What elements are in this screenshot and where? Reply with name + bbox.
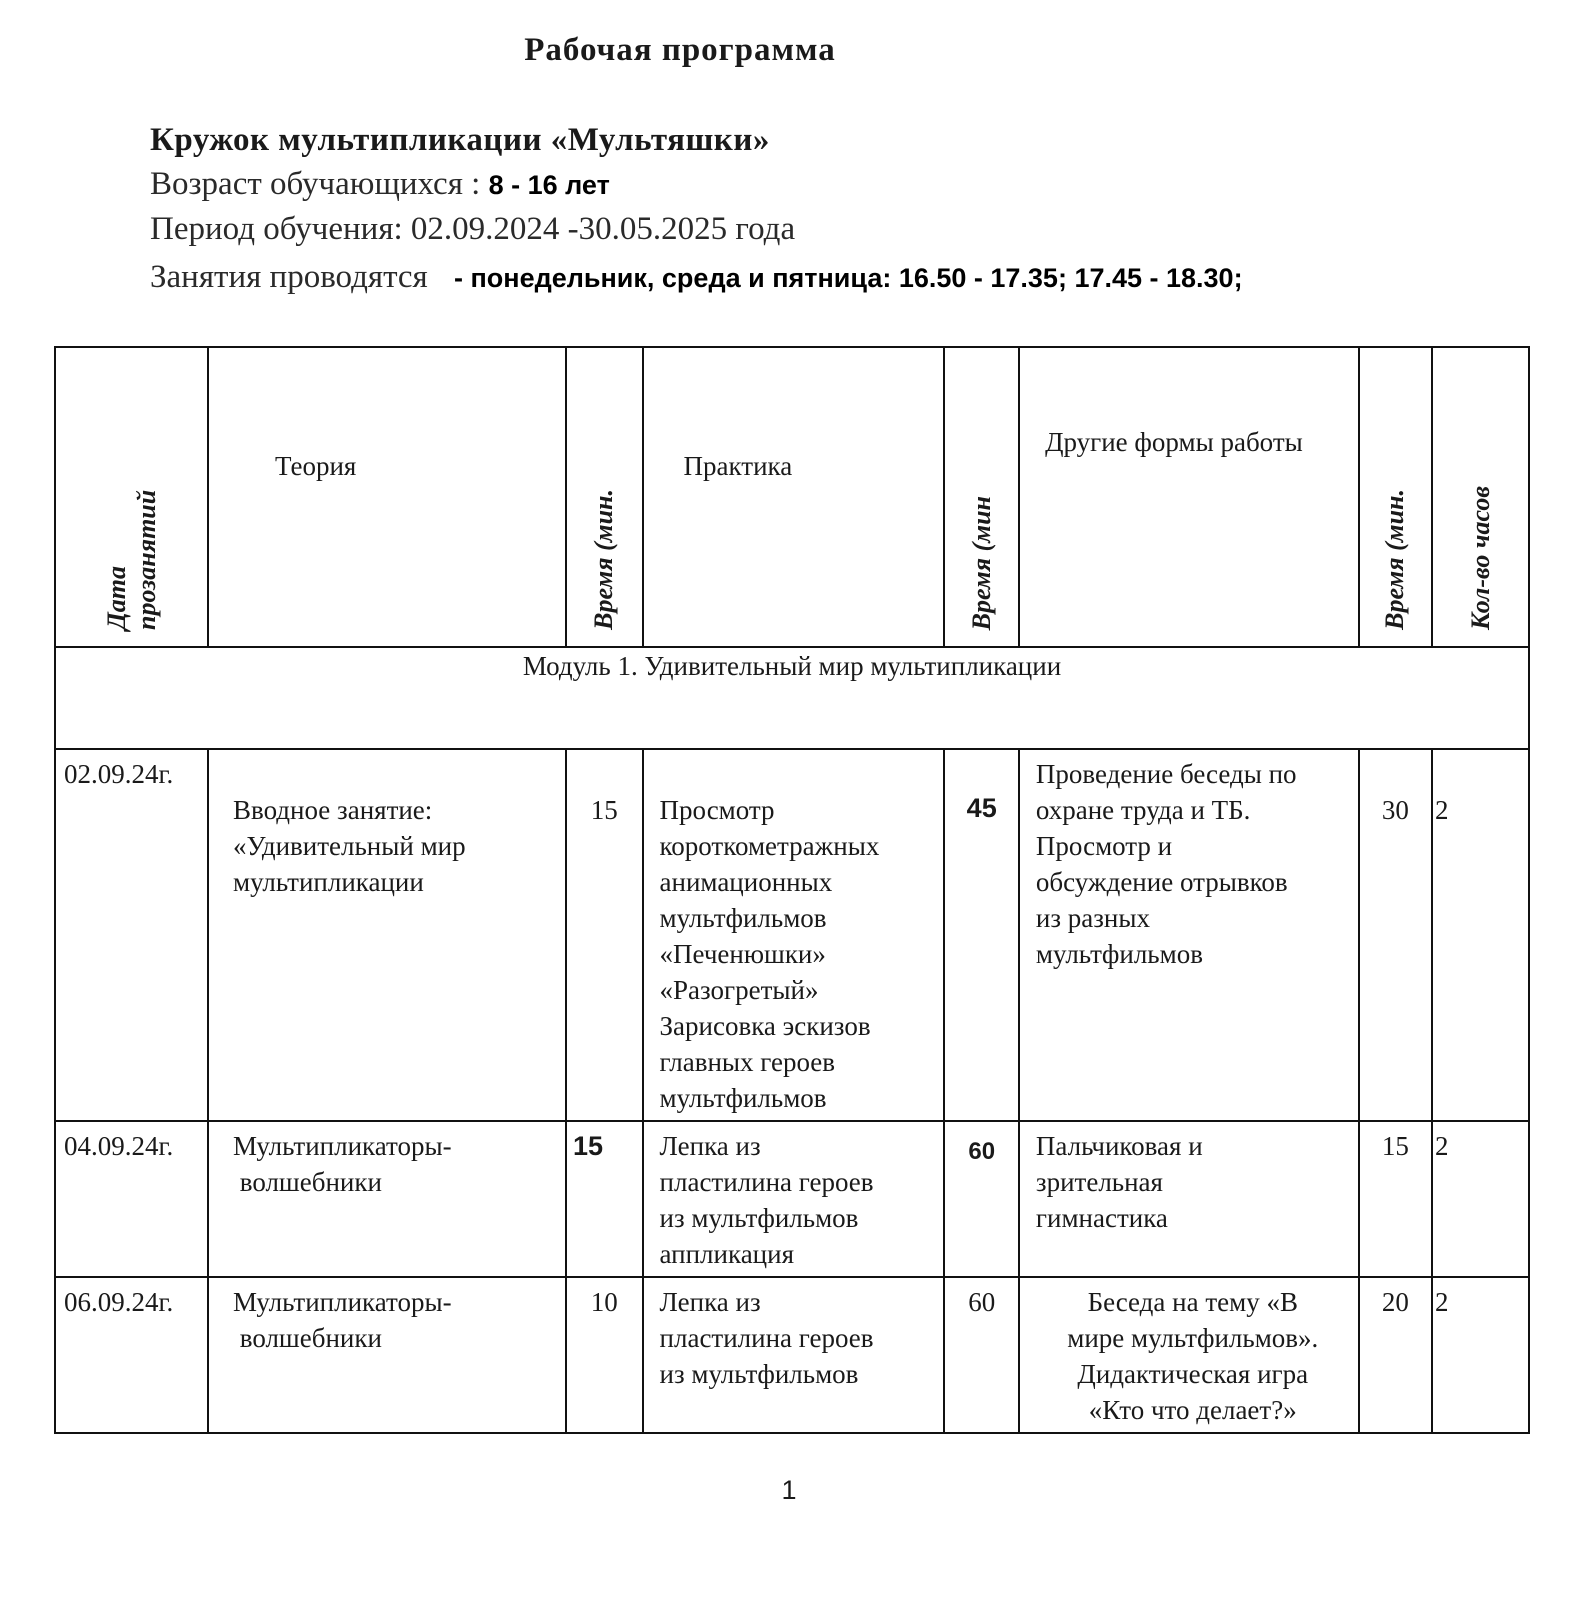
row-time-theory: 10: [590, 1287, 618, 1317]
header-time-theory-label: Время (мин.: [589, 489, 619, 630]
table-row: [55, 749, 1529, 1121]
header-other-label: Другие формы работы: [1045, 427, 1303, 457]
document-title: Рабочая программа: [524, 32, 836, 68]
row-theory: Мультипликаторы- волшебники: [233, 1131, 452, 1197]
row-other: Беседа на тему «В мире мультфильмов». Дидактическая игра «Кто что делает?»: [1067, 1287, 1319, 1425]
row-other: Проведение беседы по охране труда и ТБ. Просмотр и обсуждение отрывков из разных мультфильмов: [1035, 759, 1297, 969]
module-title: Модуль 1. Удивительный мир мультипликации: [55, 647, 1529, 749]
header-hours: [1432, 347, 1529, 647]
header-time-theory: [566, 347, 643, 647]
row-time-other: 20: [1381, 1287, 1409, 1317]
age-value: 8 - 16 лет: [488, 170, 610, 200]
schedule-line: [150, 255, 1243, 300]
period-line: Период обучения: 02.09.2024 -30.05.2025 года: [150, 211, 796, 247]
age-label: Возраст обучающихся :: [150, 166, 481, 202]
row-time-theory: 15: [573, 1131, 604, 1161]
row-practice: Лепка из пластилина героев из мультфильмов: [659, 1287, 874, 1389]
table-header-row: [55, 347, 1529, 647]
table-row: [55, 1121, 1529, 1277]
header-time-other-label: Время (мин.: [1380, 489, 1410, 630]
row-time-theory: 15: [590, 795, 618, 825]
header-practice: [643, 347, 945, 647]
row-time-practice: 60: [968, 1138, 996, 1165]
row-practice: Просмотр короткометражных анимационных мультфильмов «Печенюшки» «Разогретый» Зарисовка эскизов главных героев мультфильмов: [659, 795, 880, 1113]
header-date: [55, 347, 208, 647]
age-line: [150, 162, 1243, 207]
program-table: [54, 346, 1530, 1434]
row-hours: 2: [1435, 795, 1449, 825]
header-time-other: [1359, 347, 1432, 647]
row-practice: Лепка из пластилина героев из мультфильмов аппликация: [659, 1131, 874, 1269]
header-hours-label: Кол-во часов: [1465, 486, 1495, 630]
row-date: 02.09.24г.: [64, 759, 174, 789]
row-hours: 2: [1435, 1131, 1449, 1161]
row-time-other: 30: [1381, 795, 1409, 825]
row-time-other: 15: [1381, 1131, 1409, 1161]
page-number: 1: [781, 1475, 797, 1505]
schedule-value: - понедельник, среда и пятница: 16.50 - 17.35; 17.45 - 18.30;: [453, 263, 1243, 293]
header-other: [1019, 347, 1359, 647]
header-theory-label: Теория: [275, 451, 357, 481]
header-time-practice: [944, 347, 1018, 647]
row-date: 06.09.24г.: [64, 1287, 174, 1317]
header-time-practice-label: Время (мин: [966, 495, 996, 630]
table-row: [55, 1277, 1529, 1433]
module-row: [55, 647, 1529, 749]
program-info: [150, 118, 1243, 300]
row-theory: Вводное занятие: «Удивительный мир мультипликации: [233, 795, 466, 897]
row-time-practice: 60: [968, 1287, 996, 1317]
header-theory: [208, 347, 566, 647]
club-name: Кружок мультипликации «Мультяшки»: [150, 122, 770, 158]
schedule-label: Занятия проводятся: [150, 259, 428, 295]
row-other: Пальчиковая и зрительная гимнастика: [1035, 1131, 1203, 1233]
row-theory: Мультипликаторы- волшебники: [233, 1287, 452, 1353]
header-practice-label: Практика: [683, 451, 793, 481]
row-date: 04.09.24г.: [64, 1131, 174, 1161]
row-time-practice: 45: [966, 793, 997, 823]
header-date-label: Дата прозанятий: [101, 489, 161, 630]
row-hours: 2: [1435, 1287, 1449, 1317]
